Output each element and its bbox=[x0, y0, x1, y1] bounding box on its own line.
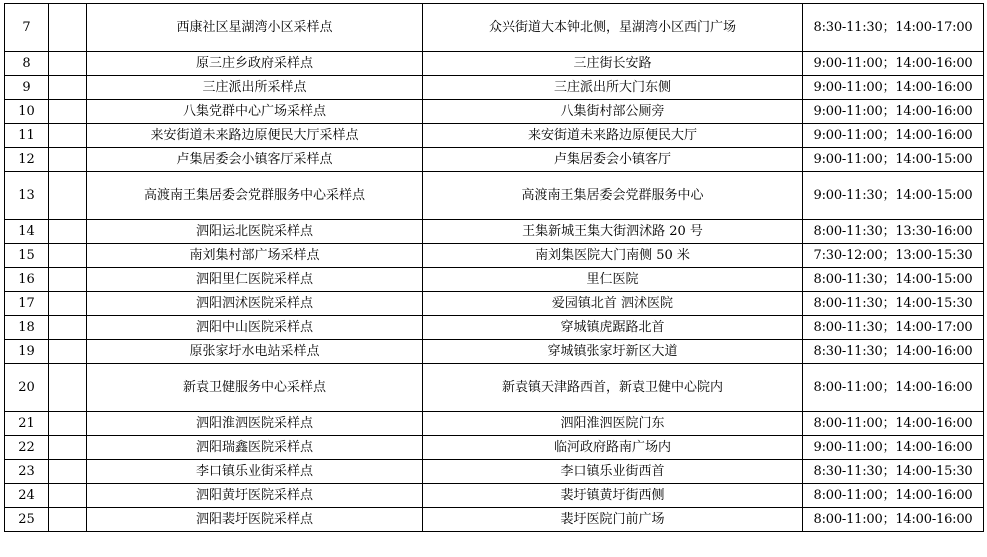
row-number: 12 bbox=[5, 148, 49, 172]
blank-column-cell bbox=[49, 124, 87, 148]
site-name: 八集党群中心广场采样点 bbox=[87, 100, 423, 124]
blank-column-cell bbox=[49, 316, 87, 340]
site-address: 众兴街道大本钟北侧，星湖湾小区西门广场 bbox=[423, 4, 803, 52]
site-name: 泗阳瑞鑫医院采样点 bbox=[87, 436, 423, 460]
opening-hours: 8:30-11:30；14:00-17:00 bbox=[803, 4, 984, 52]
site-address: 泗阳淮泗医院门东 bbox=[423, 412, 803, 436]
site-address: 南刘集医院大门南侧 50 米 bbox=[423, 244, 803, 268]
opening-hours: 8:30-11:30；14:00-15:30 bbox=[803, 460, 984, 484]
opening-hours: 8:00-11:00；14:00-16:00 bbox=[803, 484, 984, 508]
table-row bbox=[5, 124, 984, 148]
blank-column-cell bbox=[49, 292, 87, 316]
site-name: 泗阳中山医院采样点 bbox=[87, 316, 423, 340]
site-address: 三庄派出所大门东侧 bbox=[423, 76, 803, 100]
site-name: 西康社区星湖湾小区采样点 bbox=[87, 4, 423, 52]
site-name: 原三庄乡政府采样点 bbox=[87, 52, 423, 76]
blank-column-cell bbox=[49, 412, 87, 436]
site-name: 三庄派出所采样点 bbox=[87, 76, 423, 100]
table-body bbox=[5, 4, 984, 532]
site-name: 卢集居委会小镇客厅采样点 bbox=[87, 148, 423, 172]
site-name: 泗阳里仁医院采样点 bbox=[87, 268, 423, 292]
row-number: 25 bbox=[5, 508, 49, 532]
site-name: 新袁卫健服务中心采样点 bbox=[87, 364, 423, 412]
table-row bbox=[5, 76, 984, 100]
row-number: 22 bbox=[5, 436, 49, 460]
site-name: 泗阳泗沭医院采样点 bbox=[87, 292, 423, 316]
table-row bbox=[5, 268, 984, 292]
blank-column-cell bbox=[49, 460, 87, 484]
opening-hours: 8:00-11:30；14:00-15:30 bbox=[803, 292, 984, 316]
row-number: 13 bbox=[5, 172, 49, 220]
site-address: 裴圩医院门前广场 bbox=[423, 508, 803, 532]
row-number: 19 bbox=[5, 340, 49, 364]
table-row bbox=[5, 4, 984, 52]
row-number: 20 bbox=[5, 364, 49, 412]
row-number: 15 bbox=[5, 244, 49, 268]
opening-hours: 9:00-11:00；14:00-16:00 bbox=[803, 124, 984, 148]
site-address: 穿城镇虎踞路北首 bbox=[423, 316, 803, 340]
row-number: 17 bbox=[5, 292, 49, 316]
table-row bbox=[5, 484, 984, 508]
blank-column-cell bbox=[49, 508, 87, 532]
opening-hours: 8:00-11:30；14:00-17:00 bbox=[803, 316, 984, 340]
site-address: 穿城镇张家圩新区大道 bbox=[423, 340, 803, 364]
site-address: 裴圩镇黄圩街西侧 bbox=[423, 484, 803, 508]
blank-column-cell bbox=[49, 436, 87, 460]
blank-column-cell bbox=[49, 52, 87, 76]
site-address: 卢集居委会小镇客厅 bbox=[423, 148, 803, 172]
opening-hours: 7:30-12:00；13:00-15:30 bbox=[803, 244, 984, 268]
row-number: 7 bbox=[5, 4, 49, 52]
site-address: 高渡南王集居委会党群服务中心 bbox=[423, 172, 803, 220]
row-number: 8 bbox=[5, 52, 49, 76]
opening-hours: 8:00-11:30；13:30-16:00 bbox=[803, 220, 984, 244]
opening-hours: 8:30-11:30；14:00-16:00 bbox=[803, 340, 984, 364]
opening-hours: 8:00-11:00；14:00-16:00 bbox=[803, 412, 984, 436]
site-name: 来安街道未来路边原便民大厅采样点 bbox=[87, 124, 423, 148]
table-row bbox=[5, 340, 984, 364]
row-number: 21 bbox=[5, 412, 49, 436]
table-row bbox=[5, 508, 984, 532]
table-row bbox=[5, 172, 984, 220]
opening-hours: 9:00-11:00；14:00-16:00 bbox=[803, 436, 984, 460]
site-address: 来安街道未来路边原便民大厅 bbox=[423, 124, 803, 148]
blank-column-cell bbox=[49, 172, 87, 220]
row-number: 16 bbox=[5, 268, 49, 292]
table-row bbox=[5, 292, 984, 316]
row-number: 10 bbox=[5, 100, 49, 124]
blank-column-cell bbox=[49, 4, 87, 52]
blank-column-cell bbox=[49, 220, 87, 244]
site-address: 李口镇乐业街西首 bbox=[423, 460, 803, 484]
site-address: 里仁医院 bbox=[423, 268, 803, 292]
site-name: 泗阳黄圩医院采样点 bbox=[87, 484, 423, 508]
table-row bbox=[5, 316, 984, 340]
table-row bbox=[5, 148, 984, 172]
table-row bbox=[5, 364, 984, 412]
blank-column-cell bbox=[49, 244, 87, 268]
opening-hours: 8:00-11:30；14:00-15:00 bbox=[803, 268, 984, 292]
opening-hours: 9:00-11:00；14:00-15:00 bbox=[803, 148, 984, 172]
site-name: 原张家圩水电站采样点 bbox=[87, 340, 423, 364]
site-name: 泗阳运北医院采样点 bbox=[87, 220, 423, 244]
row-number: 9 bbox=[5, 76, 49, 100]
blank-column-cell bbox=[49, 268, 87, 292]
site-name: 泗阳裴圩医院采样点 bbox=[87, 508, 423, 532]
blank-column-cell bbox=[49, 364, 87, 412]
table-row bbox=[5, 412, 984, 436]
site-name: 李口镇乐业街采样点 bbox=[87, 460, 423, 484]
row-number: 23 bbox=[5, 460, 49, 484]
blank-column-cell bbox=[49, 148, 87, 172]
opening-hours: 9:00-11:00；14:00-16:00 bbox=[803, 76, 984, 100]
table-row bbox=[5, 52, 984, 76]
site-address: 爱园镇北首 泗沭医院 bbox=[423, 292, 803, 316]
opening-hours: 9:00-11:00；14:00-16:00 bbox=[803, 52, 984, 76]
site-address: 王集新城王集大街泗沭路 20 号 bbox=[423, 220, 803, 244]
site-address: 新袁镇天津路西首，新袁卫健中心院内 bbox=[423, 364, 803, 412]
opening-hours: 9:00-11:30；14:00-15:00 bbox=[803, 172, 984, 220]
table-row bbox=[5, 244, 984, 268]
opening-hours: 8:00-11:00；14:00-16:00 bbox=[803, 364, 984, 412]
row-number: 14 bbox=[5, 220, 49, 244]
opening-hours: 8:00-11:00；14:00-16:00 bbox=[803, 508, 984, 532]
site-address: 三庄街长安路 bbox=[423, 52, 803, 76]
site-address: 临河政府路南广场内 bbox=[423, 436, 803, 460]
table-row bbox=[5, 460, 984, 484]
site-name: 泗阳淮泗医院采样点 bbox=[87, 412, 423, 436]
site-name: 高渡南王集居委会党群服务中心采样点 bbox=[87, 172, 423, 220]
blank-column-cell bbox=[49, 340, 87, 364]
table-row bbox=[5, 220, 984, 244]
row-number: 18 bbox=[5, 316, 49, 340]
row-number: 11 bbox=[5, 124, 49, 148]
blank-column-cell bbox=[49, 76, 87, 100]
blank-column-cell bbox=[49, 100, 87, 124]
blank-column-cell bbox=[49, 484, 87, 508]
table-row bbox=[5, 436, 984, 460]
opening-hours: 9:00-11:00；14:00-16:00 bbox=[803, 100, 984, 124]
sampling-sites-table bbox=[4, 3, 984, 532]
row-number: 24 bbox=[5, 484, 49, 508]
site-name: 南刘集村部广场采样点 bbox=[87, 244, 423, 268]
site-address: 八集街村部公厕旁 bbox=[423, 100, 803, 124]
table-row bbox=[5, 100, 984, 124]
